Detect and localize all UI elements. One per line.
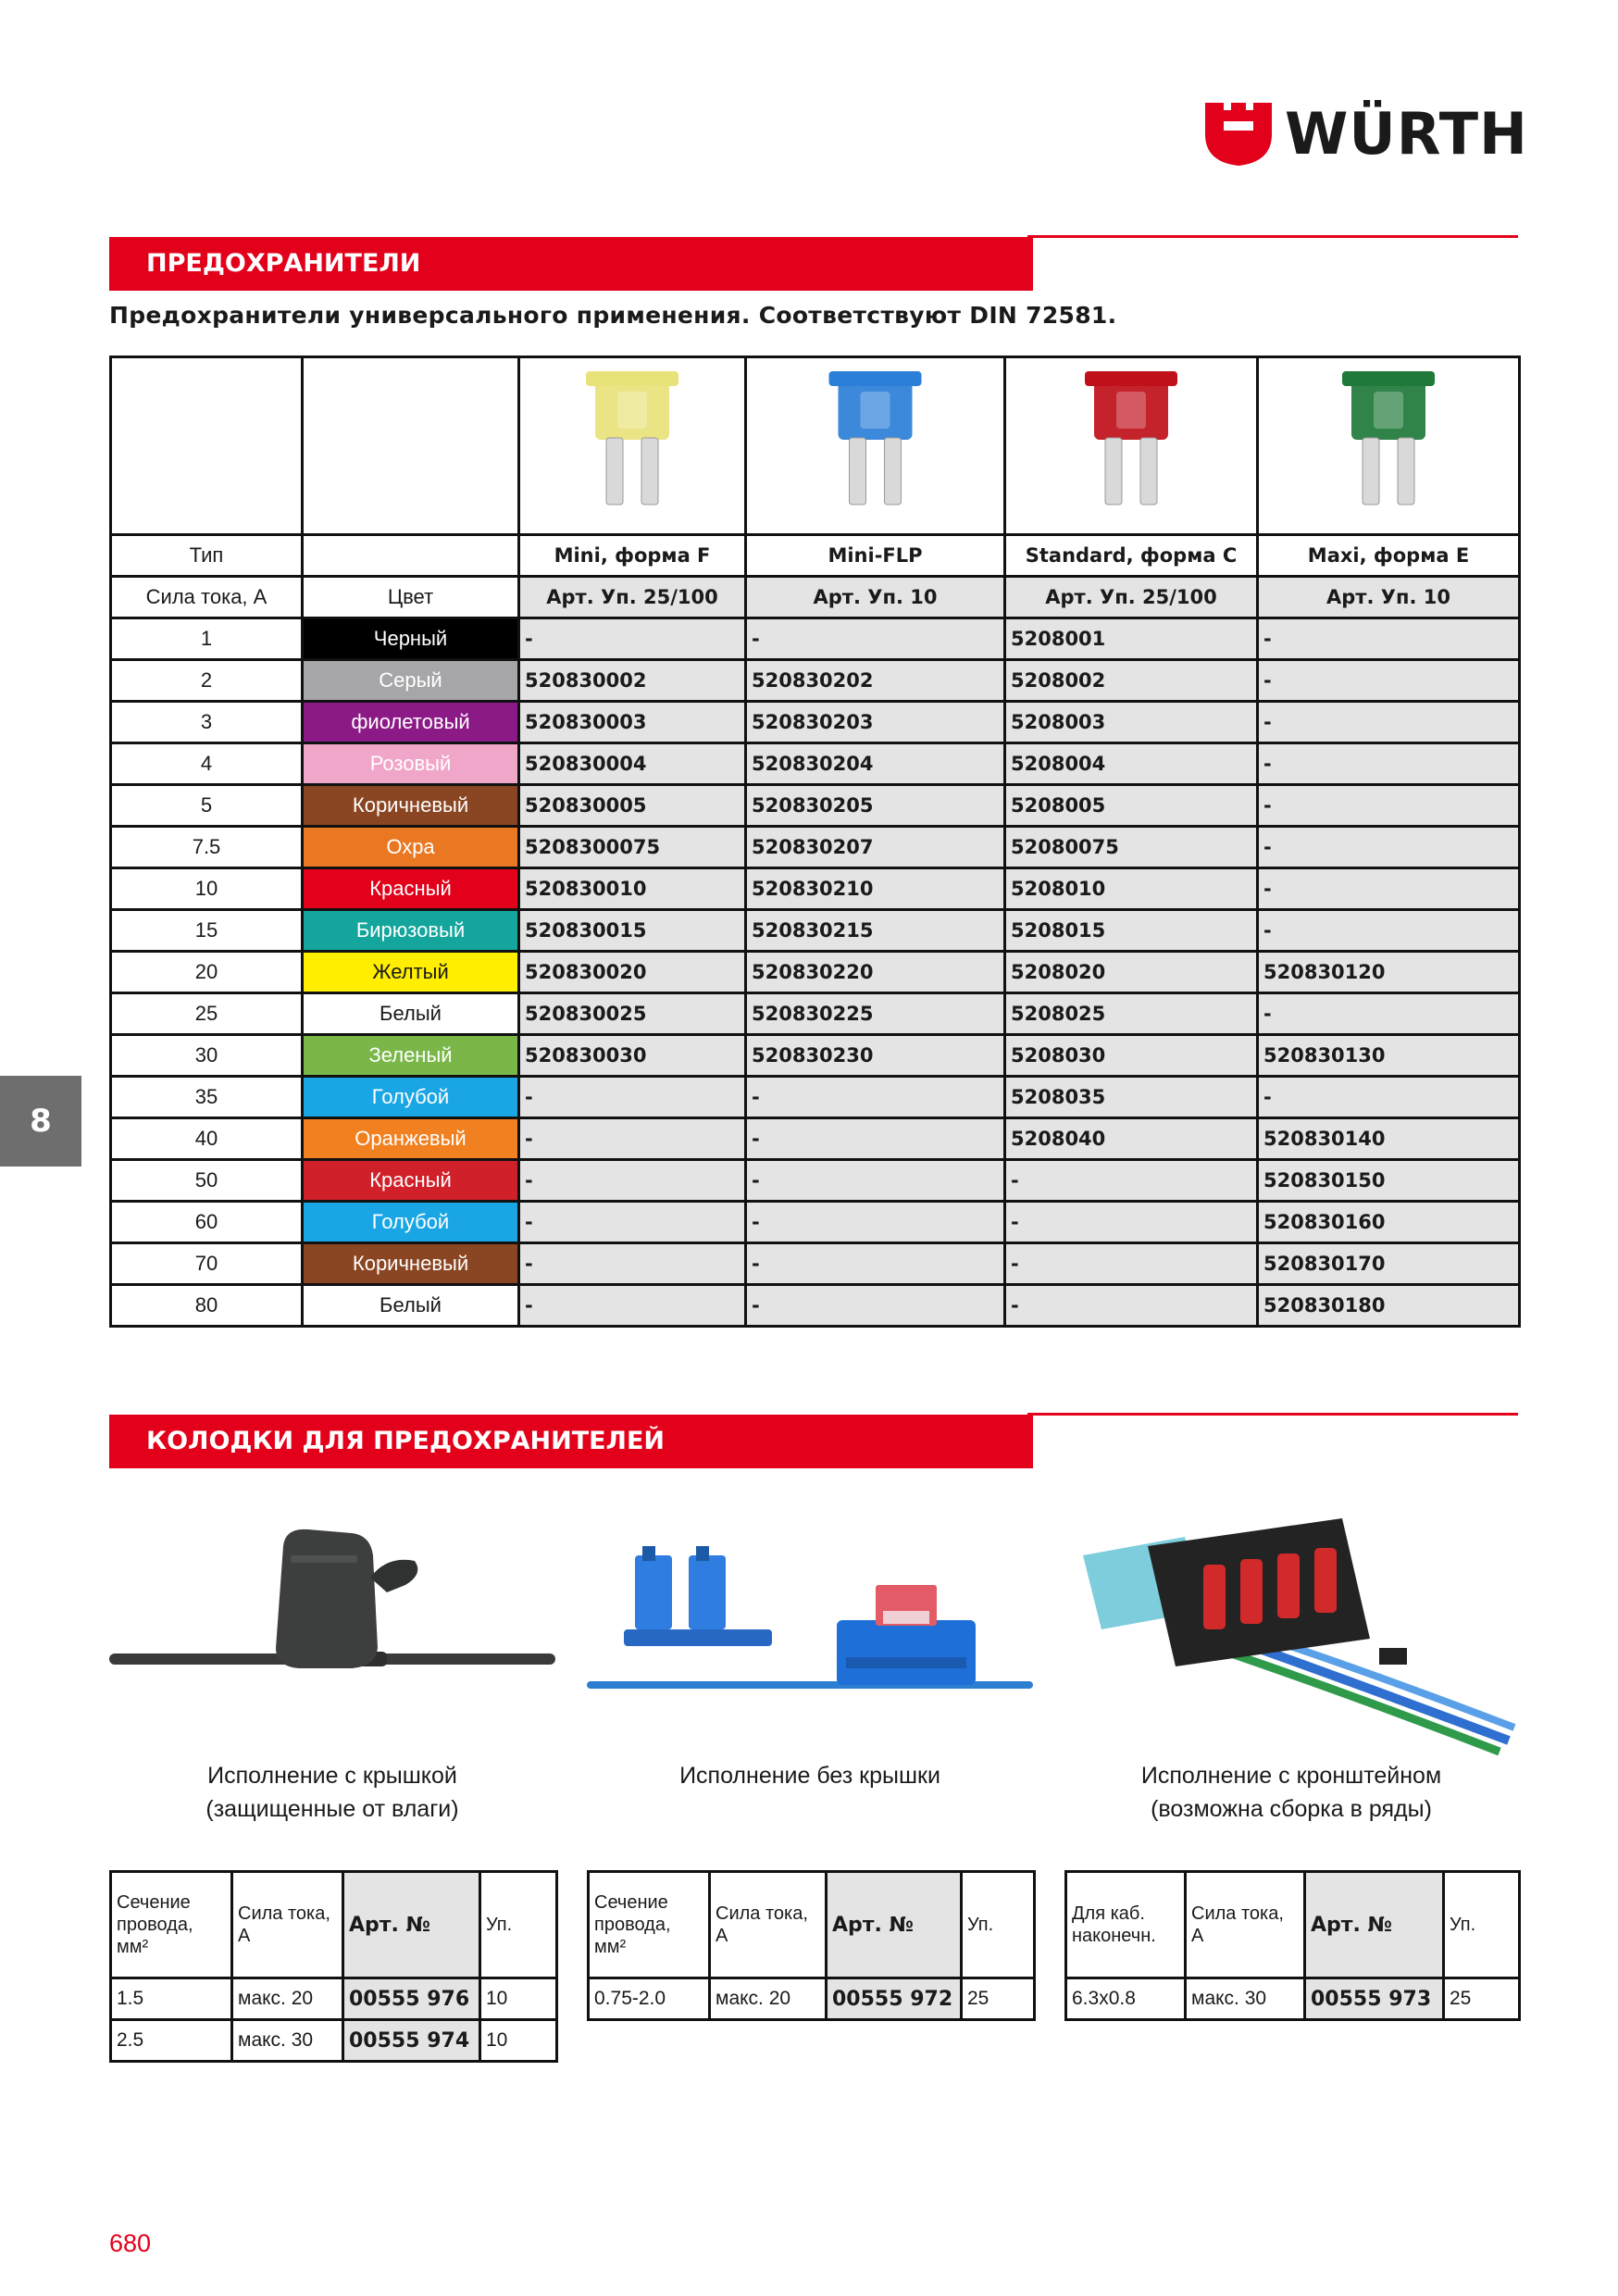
color-swatch: Красный [303, 868, 519, 910]
article-number: 520830204 [746, 743, 1005, 785]
current-value: 50 [111, 1160, 303, 1202]
brand-name: WÜRTH [1285, 100, 1528, 168]
fuse-row [111, 1243, 1520, 1285]
fuse-image-cell [1258, 357, 1520, 535]
current-value: 15 [111, 910, 303, 952]
caption-line: Исполнение с крышкой [207, 1763, 457, 1789]
color-swatch: Голубой [303, 1202, 519, 1243]
fuse-row [111, 910, 1520, 952]
article-number: 520830025 [519, 993, 746, 1035]
holder-cell: 25 [1444, 1978, 1520, 2020]
article-number: 5208004 [1005, 743, 1258, 785]
color-swatch: Коричневый [303, 785, 519, 827]
caption-line: Исполнение без крышки [679, 1763, 940, 1789]
article-number: 520830120 [1258, 952, 1520, 993]
article-number: - [519, 1160, 746, 1202]
holder-header-cell: Сечение провода, мм² [111, 1872, 232, 1978]
holder-cell: 0.75-2.0 [589, 1978, 710, 2020]
fuse-image-row [111, 357, 1520, 535]
current-value: 1 [111, 618, 303, 660]
fuse-row [111, 1160, 1520, 1202]
empty-cell [303, 535, 519, 577]
color-swatch: Бирюзовый [303, 910, 519, 952]
article-number: - [1005, 1202, 1258, 1243]
article-number: - [746, 1077, 1005, 1118]
article-number: 520830210 [746, 868, 1005, 910]
pack-label: Арт. Уп. 25/100 [1005, 577, 1258, 618]
color-swatch: Оранжевый [303, 1118, 519, 1160]
fuse-row [111, 1035, 1520, 1077]
page-number: 680 [109, 2229, 152, 2257]
article-number: - [1005, 1285, 1258, 1327]
current-value: 80 [111, 1285, 303, 1327]
holder-row [589, 1978, 1035, 2020]
article-number: 520830180 [1258, 1285, 1520, 1327]
current-value: 40 [111, 1118, 303, 1160]
holder-cell: 00555 972 [827, 1978, 962, 2020]
section-subtitle: Предохранители универсального применения. Соответствуют DIN 72581. [109, 302, 1117, 329]
article-number: 5208003 [1005, 702, 1258, 743]
article-number: 520830004 [519, 743, 746, 785]
holder-cell: 00555 976 [343, 1978, 480, 2020]
caption-line: (защищенные от влаги) [205, 1796, 459, 1822]
color-swatch: Черный [303, 618, 519, 660]
color-swatch: Охра [303, 827, 519, 868]
open-fuse-holder-image [587, 1518, 1033, 1722]
current-value: 4 [111, 743, 303, 785]
color-swatch: Голубой [303, 1077, 519, 1118]
article-number: - [519, 1285, 746, 1327]
article-number: 5208020 [1005, 952, 1258, 993]
holder-table-open [587, 1870, 1036, 2021]
holder-table-covered [109, 1870, 558, 2063]
standard-fuse-image [1006, 358, 1256, 533]
mini-flp-fuse-image [747, 358, 1003, 533]
current-value: 70 [111, 1243, 303, 1285]
article-number: - [1258, 618, 1520, 660]
color-swatch: фиолетовый [303, 702, 519, 743]
article-number: - [1258, 910, 1520, 952]
article-number: 5208300075 [519, 827, 746, 868]
article-number: 5208015 [1005, 910, 1258, 952]
article-number: 5208005 [1005, 785, 1258, 827]
current-value: 20 [111, 952, 303, 993]
pack-label: Арт. Уп. 25/100 [519, 577, 746, 618]
article-number: 5208035 [1005, 1077, 1258, 1118]
section-rule [1027, 1413, 1518, 1416]
fuse-row [111, 868, 1520, 910]
holder-header-cell: Сечение провода, мм² [589, 1872, 710, 1978]
type-name: Mini, форма F [519, 535, 746, 577]
empty-cell [111, 357, 303, 535]
holder-cell: 10 [480, 1978, 557, 2020]
article-number: 5208002 [1005, 660, 1258, 702]
article-number: - [746, 1160, 1005, 1202]
fuse-table [109, 356, 1521, 1328]
holder-caption [1064, 1759, 1518, 1826]
current-value: 2 [111, 660, 303, 702]
fuse-row [111, 660, 1520, 702]
mini-fuse-image [520, 358, 744, 533]
fuse-image-cell [519, 357, 746, 535]
holder-cell: 10 [480, 2020, 557, 2062]
holder-cell: 1.5 [111, 1978, 232, 2020]
article-number: - [1258, 702, 1520, 743]
header-row [111, 577, 1520, 618]
article-number: 520830225 [746, 993, 1005, 1035]
fuse-row [111, 1077, 1520, 1118]
holder-header-cell: Уп. [1444, 1872, 1520, 1978]
chapter-tab: 8 [0, 1076, 81, 1167]
article-number: - [519, 1077, 746, 1118]
fuse-row [111, 743, 1520, 785]
holder-row [1066, 1978, 1520, 2020]
article-number: - [519, 1118, 746, 1160]
article-number: - [519, 1243, 746, 1285]
article-number: 520830002 [519, 660, 746, 702]
article-number: 520830203 [746, 702, 1005, 743]
article-number: 520830130 [1258, 1035, 1520, 1077]
article-number: 5208010 [1005, 868, 1258, 910]
color-swatch: Серый [303, 660, 519, 702]
pack-label: Арт. Уп. 10 [1258, 577, 1520, 618]
holder-cell: 2.5 [111, 2020, 232, 2062]
type-name: Mini-FLP [746, 535, 1005, 577]
article-number: - [746, 618, 1005, 660]
holder-header-cell: Арт. № [1305, 1872, 1444, 1978]
article-number: - [1258, 785, 1520, 827]
color-swatch: Белый [303, 1285, 519, 1327]
article-number: 520830170 [1258, 1243, 1520, 1285]
holder-cell: макс. 20 [710, 1978, 827, 2020]
color-swatch: Зеленый [303, 1035, 519, 1077]
fuse-row [111, 1285, 1520, 1327]
holder-header-cell: Арт. № [343, 1872, 480, 1978]
article-number: - [746, 1243, 1005, 1285]
fuse-row [111, 1202, 1520, 1243]
bracket-fuse-holder-image [1064, 1500, 1518, 1759]
fuse-image-cell [1005, 357, 1258, 535]
article-number: 520830015 [519, 910, 746, 952]
wurth-logo [1203, 97, 1528, 171]
holder-cell: макс. 30 [1186, 1978, 1305, 2020]
holder-header-row [111, 1872, 557, 1978]
article-number: - [1258, 827, 1520, 868]
maxi-fuse-image [1259, 358, 1518, 533]
article-number: 5208025 [1005, 993, 1258, 1035]
holder-header-row [589, 1872, 1035, 1978]
color-swatch: Желтый [303, 952, 519, 993]
section-rule [1027, 235, 1518, 238]
pack-label: Арт. Уп. 10 [746, 577, 1005, 618]
article-number: 520830220 [746, 952, 1005, 993]
empty-cell [303, 357, 519, 535]
article-number: 5208001 [1005, 618, 1258, 660]
fuse-row [111, 618, 1520, 660]
color-swatch: Белый [303, 993, 519, 1035]
article-number: 520830160 [1258, 1202, 1520, 1243]
article-number: 5208030 [1005, 1035, 1258, 1077]
holder-header-cell: Сила тока, А [710, 1872, 827, 1978]
holder-cell: 6.3x0.8 [1066, 1978, 1186, 2020]
article-number: 520830215 [746, 910, 1005, 952]
fuse-row [111, 1118, 1520, 1160]
holder-row [111, 1978, 557, 2020]
article-number: 520830150 [1258, 1160, 1520, 1202]
article-number: 520830140 [1258, 1118, 1520, 1160]
article-number: 520830202 [746, 660, 1005, 702]
type-name: Maxi, форма E [1258, 535, 1520, 577]
color-label: Цвет [303, 577, 519, 618]
color-swatch: Розовый [303, 743, 519, 785]
article-number: - [1258, 993, 1520, 1035]
type-row [111, 535, 1520, 577]
type-label: Тип [111, 535, 303, 577]
article-number: - [1005, 1160, 1258, 1202]
holder-cell: 00555 974 [343, 2020, 480, 2062]
color-swatch: Коричневый [303, 1243, 519, 1285]
article-number: - [1258, 1077, 1520, 1118]
type-name: Standard, форма C [1005, 535, 1258, 577]
wurth-logo-icon [1203, 97, 1274, 168]
article-number: - [1258, 743, 1520, 785]
section-title-fuses: ПРЕДОХРАНИТЕЛИ [109, 237, 1033, 291]
current-value: 35 [111, 1077, 303, 1118]
holder-header-cell: Арт. № [827, 1872, 962, 1978]
holder-cell: макс. 30 [232, 2020, 343, 2062]
holder-header-cell: Для каб. наконечн. [1066, 1872, 1186, 1978]
article-number: 520830207 [746, 827, 1005, 868]
current-label: Сила тока, А [111, 577, 303, 618]
article-number: - [746, 1202, 1005, 1243]
holder-cell: макс. 20 [232, 1978, 343, 2020]
current-value: 10 [111, 868, 303, 910]
holder-caption [109, 1759, 555, 1826]
article-number: 520830020 [519, 952, 746, 993]
article-number: 520830230 [746, 1035, 1005, 1077]
holder-cell: 00555 973 [1305, 1978, 1444, 2020]
article-number: - [1258, 660, 1520, 702]
holder-header-cell: Сила тока, А [232, 1872, 343, 1978]
current-value: 3 [111, 702, 303, 743]
article-number: 520830205 [746, 785, 1005, 827]
fuse-row [111, 827, 1520, 868]
article-number: 520830003 [519, 702, 746, 743]
article-number: - [519, 1202, 746, 1243]
holder-header-row [1066, 1872, 1520, 1978]
holder-table-bracket [1064, 1870, 1521, 2021]
fuse-row [111, 952, 1520, 993]
caption-line: Исполнение с кронштейном [1140, 1763, 1442, 1789]
fuse-row [111, 702, 1520, 743]
holder-header-cell: Сила тока, А [1186, 1872, 1305, 1978]
article-number: - [1258, 868, 1520, 910]
current-value: 25 [111, 993, 303, 1035]
fuse-image-cell [746, 357, 1005, 535]
article-number: 520830010 [519, 868, 746, 910]
article-number: - [519, 618, 746, 660]
caption-line: (возможна сборка в ряды) [1151, 1796, 1432, 1822]
article-number: - [1005, 1243, 1258, 1285]
covered-fuse-holder-image [109, 1518, 555, 1722]
current-value: 30 [111, 1035, 303, 1077]
color-swatch: Красный [303, 1160, 519, 1202]
current-value: 60 [111, 1202, 303, 1243]
article-number: 5208040 [1005, 1118, 1258, 1160]
article-number: 52080075 [1005, 827, 1258, 868]
holder-header-cell: Уп. [962, 1872, 1035, 1978]
current-value: 7.5 [111, 827, 303, 868]
holder-cell: 25 [962, 1978, 1035, 2020]
holder-header-cell: Уп. [480, 1872, 557, 1978]
fuse-row [111, 785, 1520, 827]
holder-caption [587, 1759, 1033, 1792]
fuse-row [111, 993, 1520, 1035]
section-title-holders: КОЛОДКИ ДЛЯ ПРЕДОХРАНИТЕЛЕЙ [109, 1415, 1033, 1468]
article-number: 520830005 [519, 785, 746, 827]
article-number: - [746, 1118, 1005, 1160]
current-value: 5 [111, 785, 303, 827]
article-number: - [746, 1285, 1005, 1327]
article-number: 520830030 [519, 1035, 746, 1077]
holder-row [111, 2020, 557, 2062]
